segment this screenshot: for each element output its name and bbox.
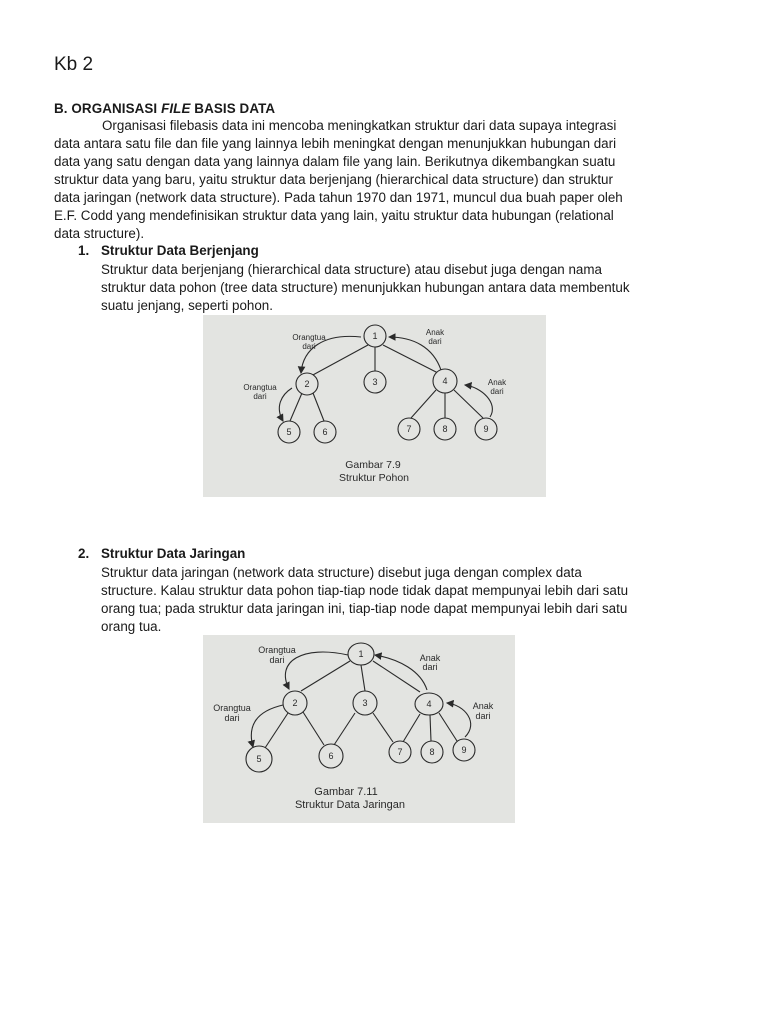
node-label: 9 <box>483 424 489 434</box>
section-heading-prefix: B. ORGANISASI <box>54 101 162 116</box>
section-heading <box>54 101 275 116</box>
figure-caption: Struktur Pohon <box>338 472 410 484</box>
page-title: Kb 2 <box>54 54 94 75</box>
node-label: 3 <box>372 377 378 387</box>
section-heading-suffix: BASIS DATA <box>190 101 276 116</box>
network-structure-figure <box>203 635 515 823</box>
node-label: 8 <box>429 747 435 757</box>
list-item-heading: Struktur Data Berjenjang <box>101 243 259 258</box>
paragraph-line: struktur data pohon (tree data structure) menunjukkan hubungan antara data membentuk <box>101 280 630 295</box>
annotation-label: Anak <box>425 328 445 337</box>
figure-caption: Struktur Data Jaringan <box>294 799 406 811</box>
paragraph-line: data jaringan (network data structure). Pada tahun 1970 dan 1971, muncul dua buah paper oleh <box>54 190 623 205</box>
list-item-number: 2. <box>78 546 90 561</box>
annotation-label: dari <box>475 711 491 721</box>
annotation-label: Orangtua <box>243 383 277 392</box>
node-label: 6 <box>328 751 334 761</box>
paragraph-line: struktur data yang baru, yaitu struktur data berjenjang (hierarchical data structure) dan struktur <box>54 172 613 187</box>
annotation-label: Orangtua <box>213 703 251 713</box>
annotation-label: Orangtua <box>292 333 326 342</box>
node-label: 5 <box>286 427 292 437</box>
paragraph-line: orang tua. <box>101 619 162 634</box>
list-item-heading: Struktur Data Jaringan <box>101 546 246 561</box>
node-label: 3 <box>362 698 368 708</box>
tree-diagram <box>203 315 546 497</box>
tree-structure-figure <box>203 315 546 497</box>
network-diagram <box>203 635 515 823</box>
paragraph-line: suatu jenjang, seperti pohon. <box>101 298 273 313</box>
paragraph-line: structure. Kalau struktur data pohon tiap-tiap node tidak dapat mempunyai lebih dari satu <box>101 583 629 598</box>
node-label: 9 <box>461 745 467 755</box>
list-item-title <box>78 243 259 258</box>
annotation-label: dari <box>422 662 438 672</box>
annotation-label: Anak <box>419 653 441 663</box>
node-label: 5 <box>256 754 262 764</box>
intro-paragraph <box>54 117 694 243</box>
paragraph-line: orang tua; pada struktur data jaringan ini, tiap-tiap node dapat mempunyai lebih dari satu <box>101 601 628 616</box>
paragraph-line: Struktur data jaringan (network data structure) disebut juga dengan complex data <box>101 565 582 580</box>
paragraph-line: data antara satu file dan file yang lainnya lebih meningkat dengan menunjukkan hubungan dari <box>54 136 617 151</box>
section-heading-italic: FILE <box>161 101 191 116</box>
paragraph-line: E.F. Codd yang mendefinisikan struktur data yang lain, yaitu struktur data hubungan (relational <box>54 208 614 223</box>
figure-caption: Gambar 7.11 <box>314 786 378 798</box>
list-item-title <box>78 546 245 561</box>
node-label: 4 <box>426 699 432 709</box>
annotation-label: dari <box>224 713 240 723</box>
annotation-label: dari <box>302 342 316 351</box>
annotation-label: Anak <box>472 701 494 711</box>
annotation-label: Orangtua <box>258 645 296 655</box>
paragraph-line: Organisasi filebasis data ini mencoba meningkatkan struktur dari data supaya integrasi <box>102 118 617 133</box>
annotation-label: dari <box>253 392 267 401</box>
node-label: 6 <box>322 427 328 437</box>
node-label: 8 <box>442 424 448 434</box>
annotation-label: dari <box>428 337 442 346</box>
paragraph-line: data structure). <box>54 226 145 241</box>
node-label: 4 <box>442 376 448 386</box>
paragraph-line: Struktur data berjenjang (hierarchical data structure) atau disebut juga dengan nama <box>101 262 602 277</box>
node-label: 2 <box>304 379 310 389</box>
node-label: 1 <box>358 649 364 659</box>
list-item-body <box>101 261 701 315</box>
paragraph-line: data yang satu dengan data yang lainnya dalam file yang lain. Berikutnya dikembangkan suatu <box>54 154 616 169</box>
list-item-number: 1. <box>78 243 90 258</box>
node-label: 7 <box>397 747 403 757</box>
annotation-label: Anak <box>487 378 507 387</box>
annotation-label: dari <box>490 387 504 396</box>
node-label: 1 <box>372 331 378 341</box>
node-label: 2 <box>292 698 298 708</box>
figure-caption: Gambar 7.9 <box>345 459 401 471</box>
annotation-label: dari <box>269 655 285 665</box>
list-item-body <box>101 564 701 636</box>
node-label: 7 <box>406 424 412 434</box>
